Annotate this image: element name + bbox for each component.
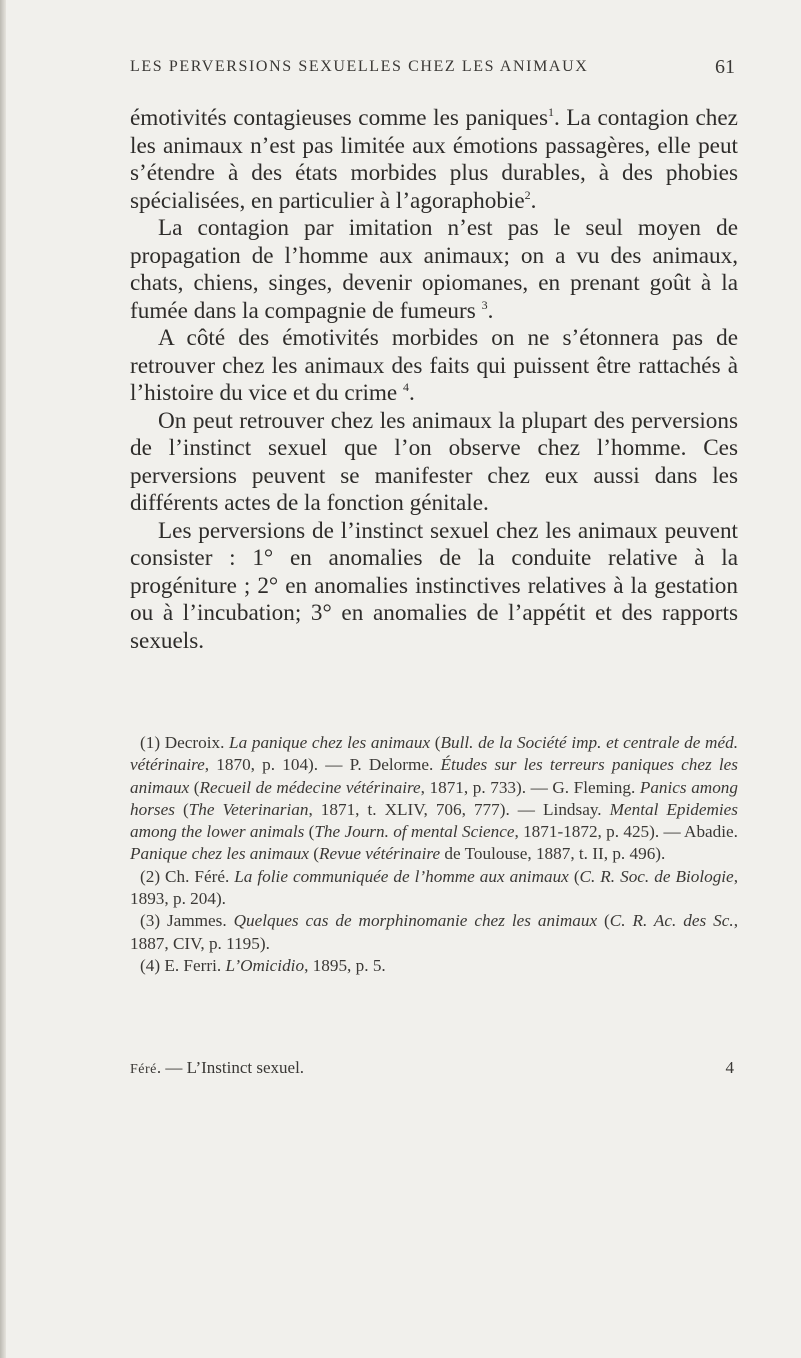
footnote-source: Recueil de médecine vétérinaire xyxy=(199,777,421,797)
paragraph-text: . xyxy=(530,187,537,214)
paragraph-1 xyxy=(130,105,738,215)
footnote-text: ( xyxy=(304,822,315,842)
paragraph-text: A côté des émotivités morbides on ne s’étonnera pas de retrouver chez les animaux des faits qui puissent être rattachés à l’histoire du vice et du crime xyxy=(130,325,738,406)
page-edge-shadow xyxy=(0,0,6,1358)
paragraph-text: . xyxy=(409,380,415,406)
footnote-text: ( xyxy=(174,799,189,819)
footnote-text: (3) Jammes. xyxy=(140,911,234,931)
footnote-ref: 1 xyxy=(547,105,554,119)
footnote-source: Bull. de la Société imp. et centrale de méd. vétérinaire xyxy=(130,733,738,775)
footnote-title: Panique chez les animaux xyxy=(130,844,309,864)
paragraph-3 xyxy=(130,325,738,408)
footnote-text: de Toulouse, 1887, t. II, p. 496). xyxy=(440,844,666,864)
signature-mark: 4 xyxy=(725,1058,734,1077)
footnote-text: ( xyxy=(568,866,580,886)
footnote-text: , 1887, CIV, p. 1195). xyxy=(130,911,738,953)
footnote-text: ( xyxy=(430,733,441,752)
footnote-text: (4) E. Ferri. xyxy=(140,955,226,975)
footnote-title: La folie communiquée de l’homme aux animaux xyxy=(234,866,569,886)
footnote-text: (1) Decroix. xyxy=(140,733,230,752)
paragraph-text: La contagion par imitation n’est pas le seul moyen de propagation de l’homme aux animaux; on a vu des animaux, chats, chiens, singes, devenir opiomanes, en prenant goût à la fumée dans la compagnie de fumeurs xyxy=(130,215,738,324)
footer-author: Féré xyxy=(130,1062,157,1077)
paragraph-4: On peut retrouver chez les animaux la plupart des perversions de l’instinct sexuel que l’on observe chez l’homme. Ces perversions peuvent se manifester chez eux aussi dans les différents actes de la fonction génitale. xyxy=(130,407,738,516)
footnote-text: , 1870, p. 104). — P. Delorme. xyxy=(204,755,441,775)
footnote-text: , 1871-1872, p. 425). — Abadie. xyxy=(514,822,738,842)
footnote-title: L’Omicidio xyxy=(225,955,305,975)
footnote-title: Quelques cas de morphinomanie chez les animaux xyxy=(233,911,598,931)
paragraph-text: émotivités contagieuses comme les paniques xyxy=(130,105,548,131)
footnote-title: Mental Epidemies among the lower animals xyxy=(130,799,738,842)
footnote-text: , 1893, p. 204). xyxy=(130,866,738,909)
footnote-4 xyxy=(130,955,738,977)
footnote-text: (2) Ch. Féré. xyxy=(140,866,235,886)
running-head xyxy=(130,58,735,82)
footnotes xyxy=(130,732,738,977)
footnote-text: ( xyxy=(309,844,320,864)
footnote-text: , 1871, t. XLIV, 706, 777). — Lindsay. xyxy=(308,799,610,819)
footnote-source: C. R. Soc. de Biologie xyxy=(579,866,734,886)
footer-title xyxy=(130,1058,304,1078)
footnote-text: , 1895, p. 5. xyxy=(304,955,386,975)
footnote-text: ( xyxy=(597,911,610,931)
footnote-1 xyxy=(130,732,738,866)
footnote-ref: 2 xyxy=(524,187,531,202)
footnote-text: ( xyxy=(189,777,200,797)
page-number: 61 xyxy=(715,56,735,78)
footnote-title: Études sur les terreurs paniques chez les animaux xyxy=(130,755,738,797)
body-text xyxy=(130,105,738,655)
footnote-source: Revue vétérinaire xyxy=(319,844,441,864)
footnote-source: C. R. Ac. des Sc. xyxy=(609,911,734,931)
paragraph-5: Les perversions de l’instinct sexuel chez les animaux peuvent consister : 1° en anomalies de la conduite relative à la progéniture ; 2° en anomalies instinctives relatives à la gestation ou à l’incubation; 3° en anomalies de l’appétit et des rapports sexuels. xyxy=(130,517,738,654)
footnote-source: The Veterinarian xyxy=(188,799,309,819)
page-footer xyxy=(130,1058,738,1082)
footnote-3 xyxy=(130,910,738,955)
footer-book-title: . — L’Instinct sexuel. xyxy=(156,1058,305,1077)
footnote-ref: 3 xyxy=(481,297,488,312)
footnote-2 xyxy=(130,866,738,911)
footnote-title: Panics among horses xyxy=(130,777,738,819)
footnote-ref: 4 xyxy=(403,380,410,394)
footnote-title: La panique chez les animaux xyxy=(229,733,431,752)
footnote-source: The Journ. of mental Science xyxy=(314,822,515,842)
paragraph-text: . xyxy=(487,297,494,324)
paragraph-text: . La contagion chez les animaux n’est pas limitée aux émotions passagères, elle peut s’étendre à des états morbides plus durables, à des phobies spécialisées, en particulier à l’agoraphobie xyxy=(130,105,738,214)
running-title: LES PERVERSIONS SEXUELLES CHEZ LES ANIMAUX xyxy=(130,58,589,75)
footnote-text: , 1871, p. 733). — G. Fleming. xyxy=(420,777,640,797)
paragraph-2 xyxy=(130,215,738,325)
